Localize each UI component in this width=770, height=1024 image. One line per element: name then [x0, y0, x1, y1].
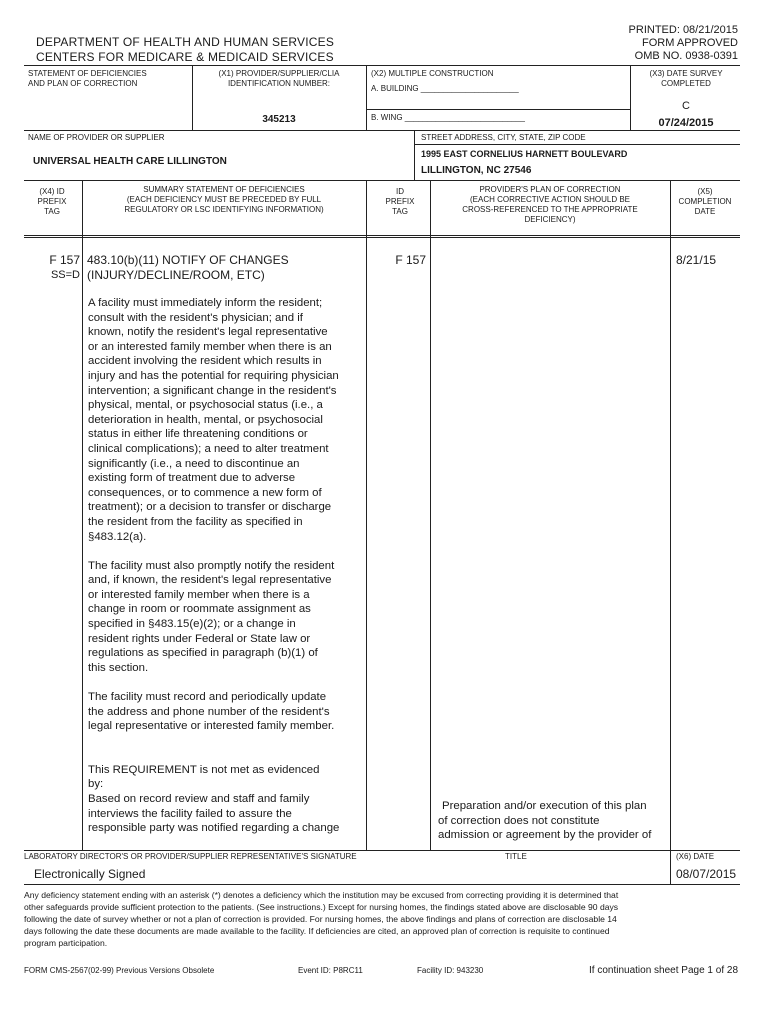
building-field: A. BUILDING ______________________	[371, 84, 519, 93]
provider-id-label: (X1) PROVIDER/SUPPLIER/CLIA IDENTIFICATION NUMBER:	[218, 69, 340, 88]
event-id: Event ID: P8RC11	[298, 966, 363, 975]
severity-code: SS=D	[50, 269, 80, 281]
facility-id: Facility ID: 943230	[417, 966, 484, 975]
address-line1: 1995 EAST CORNELIUS HARNETT BOULEVARD	[421, 149, 628, 159]
statement-label: STATEMENT OF DEFICIENCIES AND PLAN OF CORRECTION	[28, 69, 147, 88]
signature-date: 08/07/2015	[676, 867, 737, 881]
wing-field: B. WING ___________________________	[371, 113, 525, 122]
provider-name-label: NAME OF PROVIDER OR SUPPLIER	[28, 133, 165, 142]
form-approved: FORM APPROVED	[642, 37, 738, 49]
plan-header: PROVIDER'S PLAN OF CORRECTION (EACH CORRECTIVE ACTION SHOULD BE CROSS-REFERENCED TO THE APPROPRIATE DEFICIENCY)	[462, 185, 638, 224]
deficiency-text	[88, 296, 364, 850]
printed-date: PRINTED: 08/21/2015	[628, 24, 738, 36]
deficiency-title-line1: 483.10(b)(11) NOTIFY OF CHANGES	[87, 253, 289, 267]
disclaimer-text: Any deficiency statement ending with an asterisk (*) denotes a deficiency which the institution may be excused from correcting providing it is determined that other safeguards provide sufficient protection to the patients. (See instructions.) Except for nursing homes, the findings stated above are disclosable 90 days following the date of survey whether or not a plan of correction is provided. For nursing homes, the above findings and plans of correction are disclosable 14 days following the date these documents are made available to the facility. If deficiencies are cited, an approved plan of correction is requisite to continued program participation.	[24, 890, 619, 948]
page-indicator: If continuation sheet Page 1 of 28	[589, 965, 738, 976]
multiple-construction-label: (X2) MULTIPLE CONSTRUCTION	[371, 69, 494, 78]
provider-name: UNIVERSAL HEALTH CARE LILLINGTON	[33, 156, 227, 167]
regulation-paragraph-1: A facility must immediately inform the resident; consult with the resident's physician; and if known, notify the resident's legal representative or an interested family member when there is an accident involving the resident which results in injury and has the potential for requiring physician intervention; a significant change in the resident's physical, mental, or psychosocial status (i.e., a deterioration in health, mental, or psychosocial status in either life threatening conditions or clinical complications); a need to alter treatment significantly (i.e., a need to discontinue an existing form of treatment due to adverse consequences, or to commence a new form of treatment); or a decision to transfer or discharge the resident from the facility as specified in §483.12(a).	[88, 297, 339, 543]
date-label: (X6) DATE	[676, 852, 715, 861]
signature-value: Electronically Signed	[34, 867, 146, 881]
completion-date: 8/21/15	[676, 253, 717, 267]
id-header: ID PREFIX TAG	[385, 187, 415, 216]
title-label: TITLE	[505, 852, 527, 861]
address-label: STREET ADDRESS, CITY, STATE, ZIP CODE	[421, 133, 586, 142]
regulation-paragraph-2: The facility must also promptly notify the resident and, if known, the resident's legal representative or interested family member when there is a change in room or roommate assignment as specified in §483.15(e)(2); or a change in resident rights under Federal or State law or regulations as specified in paragraph (b)(1) of this section.	[88, 559, 335, 674]
deficiency-title-line2: (INJURY/DECLINE/ROOM, ETC)	[87, 268, 265, 282]
regulation-paragraph-3: The facility must record and periodically update the address and phone number of the resident's legal representative or interested family member.	[88, 691, 335, 733]
id-prefix-tag: F 157	[395, 253, 426, 267]
x5-header: (X5) COMPLETION DATE	[678, 187, 732, 216]
summary-header: SUMMARY STATEMENT OF DEFICIENCIES (EACH DEFICIENCY MUST BE PRECEDED BY FULL REGULATORY OR LSC IDENTIFYING INFORMATION)	[124, 185, 324, 214]
survey-date: 07/24/2015	[658, 117, 714, 129]
plan-of-correction-text: Preparation and/or execution of this plan of correction does not constitute admission or agreement by the provider of	[438, 800, 652, 842]
provider-number: 345213	[262, 114, 296, 125]
omb-number: OMB NO. 0938-0391	[634, 50, 738, 62]
agency-name: CENTERS FOR MEDICARE & MEDICAID SERVICES	[36, 50, 334, 64]
department-name: DEPARTMENT OF HEALTH AND HUMAN SERVICES	[36, 35, 335, 49]
form-number: FORM CMS-2567(02-99) Previous Versions Obsolete	[24, 966, 215, 975]
signature-label: LABORATORY DIRECTOR'S OR PROVIDER/SUPPLIER REPRESENTATIVE'S SIGNATURE	[24, 852, 357, 861]
x4-header: (X4) ID PREFIX TAG	[37, 187, 67, 216]
survey-letter: C	[682, 100, 690, 112]
deficiency-tag: F 157	[49, 253, 80, 267]
findings-paragraph: This REQUIREMENT is not met as evidenced by: Based on record review and staff and family interviews the facility failed to assure the responsible party was notified regarding a change	[88, 763, 340, 835]
address-line2: LILLINGTON, NC 27546	[421, 165, 532, 176]
date-survey-label: (X3) DATE SURVEY COMPLETED	[649, 69, 723, 88]
